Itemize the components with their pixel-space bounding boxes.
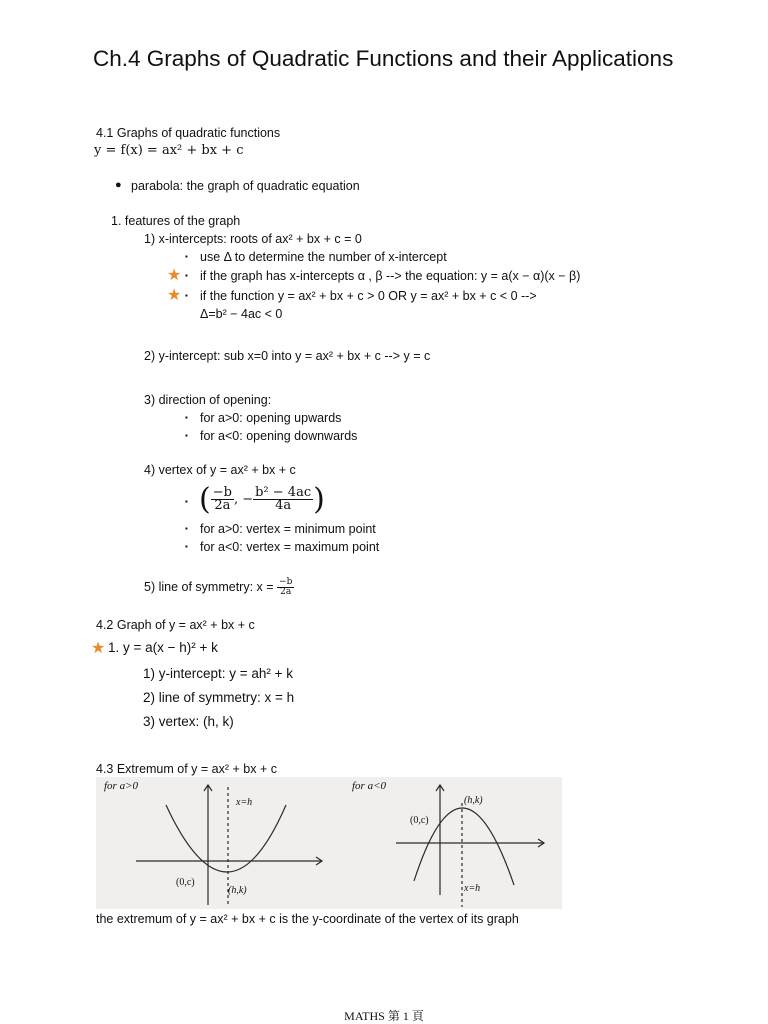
square-bullet-icon: ▪ [185, 291, 188, 300]
star-icon: ★ [167, 267, 182, 284]
vertex-y-numerator: b² − 4ac [255, 485, 312, 500]
right-vertex-label: (h,k) [464, 795, 483, 806]
symmetry-numerator: −b [279, 577, 293, 587]
section-4-2-heading: 4.2 Graph of y = ax² + bx + c [96, 618, 255, 632]
vertex-form-item: 1. y = a(x − h)² + k [108, 640, 218, 655]
vertex-formula: ( $\frac{-b}{2a}$ , − $\frac{\text{b² − 4ac}}{4a}$ ) [199, 482, 325, 517]
square-bullet-icon: ▪ [185, 271, 188, 280]
square-bullet-icon: ▪ [185, 524, 188, 533]
vertex-item: 4) vertex of y = ax² + bx + c [144, 463, 296, 477]
star-icon: ★ [91, 640, 106, 657]
parabola-bullet-text: parabola: the graph of quadratic equation [131, 179, 360, 193]
left-vertex-label: (h,k) [228, 885, 247, 896]
vertex-minimum-text: for a>0: vertex = minimum point [200, 522, 376, 536]
square-bullet-icon: ▪ [185, 252, 188, 261]
vertex-maximum-text: for a<0: vertex = maximum point [200, 540, 380, 554]
left-y-intercept-label: (0,c) [176, 877, 195, 888]
right-graph-label: for a<0 [352, 780, 387, 792]
symmetry-item [144, 578, 294, 597]
right-symmetry-label: x=h [464, 883, 481, 894]
discriminant-text: Δ=b² − 4ac < 0 [200, 307, 283, 321]
extremum-summary: the extremum of y = ax² + bx + c is the y-coordinate of the vertex of its graph [96, 912, 519, 926]
opening-upwards-text: for a>0: opening upwards [200, 411, 342, 425]
x-intercepts-equation-text: if the graph has x-intercepts α , β --> the equation: y = a(x − α)(x − β) [200, 269, 581, 283]
y-intercept-item: 2) y-intercept: sub x=0 into y = ax² + bx + c --> y = c [144, 349, 431, 363]
vertex-y-denominator: 4a [275, 498, 292, 513]
section-4-3-heading: 4.3 Extremum of y = ax² + bx + c [96, 762, 277, 776]
x-intercepts-item: 1) x-intercepts: roots of ax² + bx + c = 0 [144, 232, 362, 246]
left-symmetry-label: x=h [236, 797, 253, 808]
left-parabola-upward [166, 805, 286, 872]
vertex-form-y-intercept: 1) y-intercept: y = ah² + k [143, 666, 294, 681]
parabola-graphs-figure [96, 777, 562, 909]
page-footer: MATHS 第 1 頁 [344, 1009, 424, 1023]
square-bullet-icon: ▪ [185, 497, 188, 506]
vertex-form-vertex: 3) vertex: (h, k) [143, 714, 234, 729]
use-delta-text: use Δ to determine the number of x-intercept [200, 250, 447, 264]
opening-downwards-text: for a<0: opening downwards [200, 429, 358, 443]
star-icon: ★ [167, 287, 182, 304]
bullet-icon: ● [115, 179, 122, 191]
symmetry-label: 5) line of symmetry: x = [144, 579, 274, 594]
features-item: 1. features of the graph [111, 214, 241, 228]
vertex-form-symmetry: 2) line of symmetry: x = h [143, 690, 295, 705]
square-bullet-icon: ▪ [185, 413, 188, 422]
section-4-1-heading: 4.1 Graphs of quadratic functions [96, 126, 281, 140]
vertex-x-denominator: 2a [214, 498, 231, 513]
square-bullet-icon: ▪ [185, 542, 188, 551]
symmetry-denominator: 2a [280, 587, 292, 597]
square-bullet-icon: ▪ [185, 431, 188, 440]
right-y-intercept-label: (0,c) [410, 815, 429, 826]
right-parabola-downward [414, 808, 514, 885]
section-4-1-formula: y = f(x) = ax² + bx + c [94, 143, 244, 158]
page-title: Ch.4 Graphs of Quadratic Functions and their Applications [93, 46, 674, 71]
direction-item: 3) direction of opening: [144, 393, 272, 407]
function-positive-text: if the function y = ax² + bx + c > 0 OR y = ax² + bx + c < 0 --> [200, 289, 537, 303]
left-graph-label: for a>0 [104, 780, 139, 792]
vertex-x-numerator: −b [212, 485, 232, 500]
